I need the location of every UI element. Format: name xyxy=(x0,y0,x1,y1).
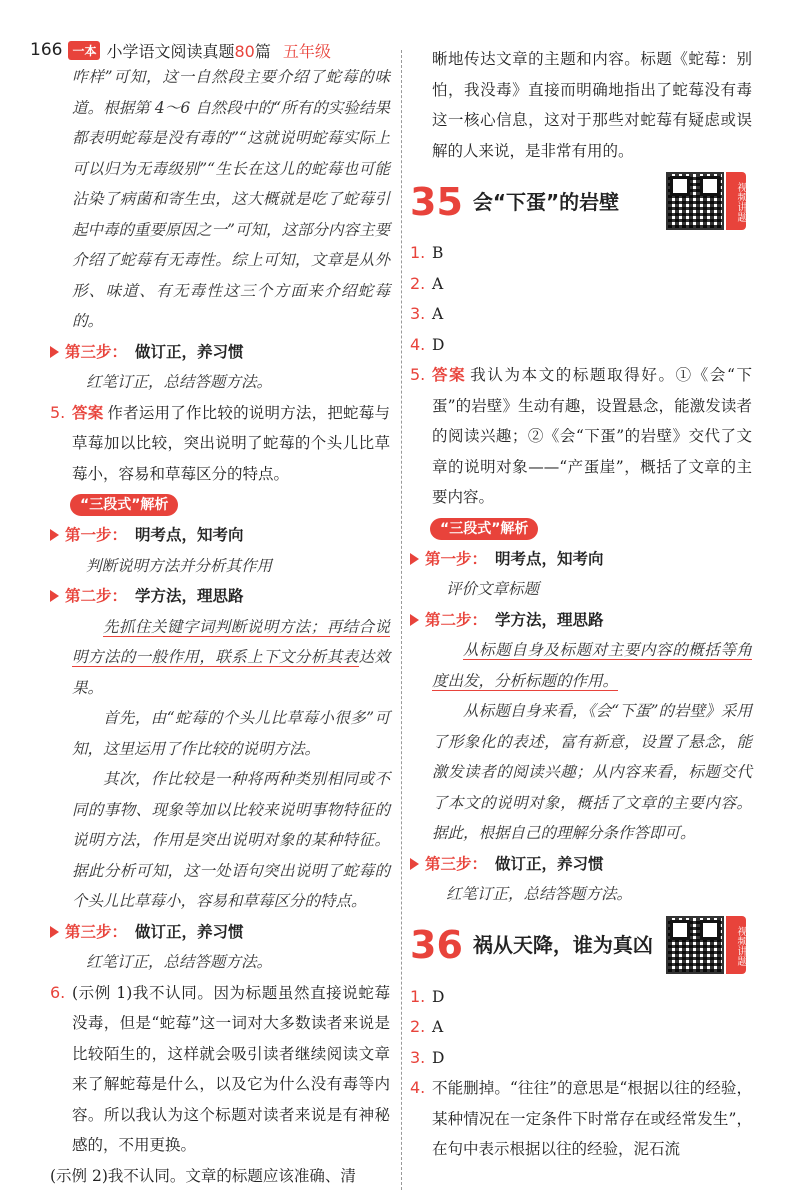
answer-6: 6. (示例 1)我不认同。因为标题虽然直接说蛇莓没毒，但是“蛇莓”这一词对大多数读者来说是比较陌生的，这样就会吸引读者继续阅读文章来了解蛇莓是什么，以及它为什么没有毒等内容。所以我认为这个标题对读者来说是有神秘感的，不用更换。 xyxy=(50,982,390,1154)
answer-item: 2. A xyxy=(410,1017,444,1036)
step-three: 第三步： 做订正，养习惯 xyxy=(50,337,390,368)
section-35-header xyxy=(410,166,752,238)
arrow-icon xyxy=(410,614,419,626)
analysis-tag: “三段式”解析 xyxy=(430,518,538,540)
left-column xyxy=(50,62,390,1191)
page-header xyxy=(30,36,331,64)
step-one: 第一步： 明考点，知考向 xyxy=(50,520,390,551)
answer-item: 1. D xyxy=(410,986,445,1006)
book-title: 小学语文阅读真题80篇 xyxy=(106,41,271,61)
qr-code-icon[interactable] xyxy=(666,916,724,974)
answer-4-sec36: 4. 不能删掉。“往往”的意思是“根据以往的经验，某种情况在一定条件下时常存在或经常发生”，在句中表示根据以往的经验，泥石流 xyxy=(410,1078,752,1158)
brand-badge: 一本 xyxy=(68,41,100,60)
right-column xyxy=(410,44,752,1165)
answer-6-example-2: (示例 2)我不认同。文章的标题应该准确、清 xyxy=(50,1166,356,1185)
answer-item: 4. D xyxy=(410,334,445,354)
arrow-icon xyxy=(50,529,59,541)
section-title: 祸从天降，谁为真凶 xyxy=(472,933,653,958)
section-number: 35 xyxy=(410,179,463,224)
arrow-icon xyxy=(410,858,419,870)
qr-code-icon[interactable] xyxy=(666,172,724,230)
answer-5-sec35: 5. 答案 我认为本文的标题取得好。①《会“下蛋”的岩壁》生动有趣，设置悬念，能激发读者的阅读兴趣；②《会“下蛋”的岩壁》交代了文章的说明对象——“产蛋崖”，概括了文章的主要内容。 xyxy=(410,365,752,506)
answer-item: 3. A xyxy=(410,304,444,323)
analysis-para-1: 首先，由“蛇莓的个头儿比草莓小很多”可知，这里运用了作比较的说明方法。 xyxy=(72,709,390,758)
analysis-tag: “三段式”解析 xyxy=(70,494,178,516)
answer-item: 1. B xyxy=(410,243,444,262)
section-number: 36 xyxy=(410,923,463,968)
step-two: 第二步： 学方法，理思路 xyxy=(410,605,752,636)
step-three-text: 红笔订正，总结答题方法。 xyxy=(86,373,273,391)
analysis-para-2: 其次，作比较是一种将两种类别相同或不同的事物、现象等加以比较来说明事物特征的说明方法，作用是突出说明对象的某种特征。据此分析可知，这一处语句突出说明了蛇莓的个头儿比草莓小，容易和草莓区分的特点。 xyxy=(72,770,390,910)
section-36-header xyxy=(410,910,752,982)
step-two-para: 从标题自身来看，《会“下蛋”的岩壁》采用了形象化的表述，富有新意，设置了悬念，能激发读者的阅读兴趣；从内容来看，标题交代了本文的说明对象，概括了文章的主要内容。据此，根据自己的理解分条作答即可。 xyxy=(432,702,752,842)
step-one-text: 判断说明方法并分析其作用 xyxy=(86,556,273,575)
step-two-text: 先抓住关键字词判断说明方法；再结合说明方法的一般作用，联系上下文分析其表达效果。 xyxy=(72,617,390,697)
step-one-text: 评价文章标题 xyxy=(446,580,540,598)
section-title: 会“下蛋”的岩壁 xyxy=(472,189,620,214)
step-three: 第三步： 做订正，养习惯 xyxy=(410,849,752,880)
answer-item: 2. A xyxy=(410,273,444,293)
column-divider xyxy=(401,50,402,1190)
arrow-icon xyxy=(50,590,59,602)
answer-5: 5. 答案 作者运用了作比较的说明方法，把蛇莓与草莓加以比较，突出说明了蛇莓的个头儿比草莓小，容易和草莓区分的特点。 xyxy=(50,402,390,483)
step-one: 第一步： 明考点，知考向 xyxy=(410,544,752,575)
intro-paragraph: 咋样”可知，这一自然段主要介绍了蛇莓的味道。根据第 4～6 自然段中的“所有的实验结果都表明蛇莓是没有毒的”“这就说明蛇莓实际上可以归为无毒级别”“生长在这儿的蛇莓也可能沾染了病菌和寄生虫，这大概就是吃了蛇莓引起中毒的重要原因之一”可知，这部分内容主要介绍了蛇莓有无毒性。综上可知，文章是从外形、味道、有无毒性这三个方面来介绍蛇莓的。 xyxy=(72,68,390,330)
answer-item: 3. D xyxy=(410,1047,445,1067)
arrow-icon xyxy=(50,926,59,938)
step-three-b-text: 红笔订正，总结答题方法。 xyxy=(86,953,273,971)
video-tag[interactable]: 视频讲题 xyxy=(726,916,746,974)
video-tag[interactable]: 视频讲题 xyxy=(726,172,746,230)
arrow-icon xyxy=(50,346,59,358)
step-three-b: 第三步： 做订正，养习惯 xyxy=(50,917,390,948)
page-number: 166 xyxy=(30,40,63,60)
arrow-icon xyxy=(410,553,419,565)
grade-label: 五年级 xyxy=(282,41,331,61)
continued-answer: 晰地传达文章的主题和内容。标题《蛇莓：别怕，我没毒》直接而明确地指出了蛇莓没有毒这一核心信息，这对于那些对蛇莓有疑虑或误解的人来说，是非常有用的。 xyxy=(432,50,752,160)
step-two-text: 从标题自身及标题对主要内容的概括等角度出发，分析标题的作用。 xyxy=(432,641,752,690)
step-two: 第二步： 学方法，理思路 xyxy=(50,581,390,612)
step-three-text: 红笔订正，总结答题方法。 xyxy=(446,885,633,903)
